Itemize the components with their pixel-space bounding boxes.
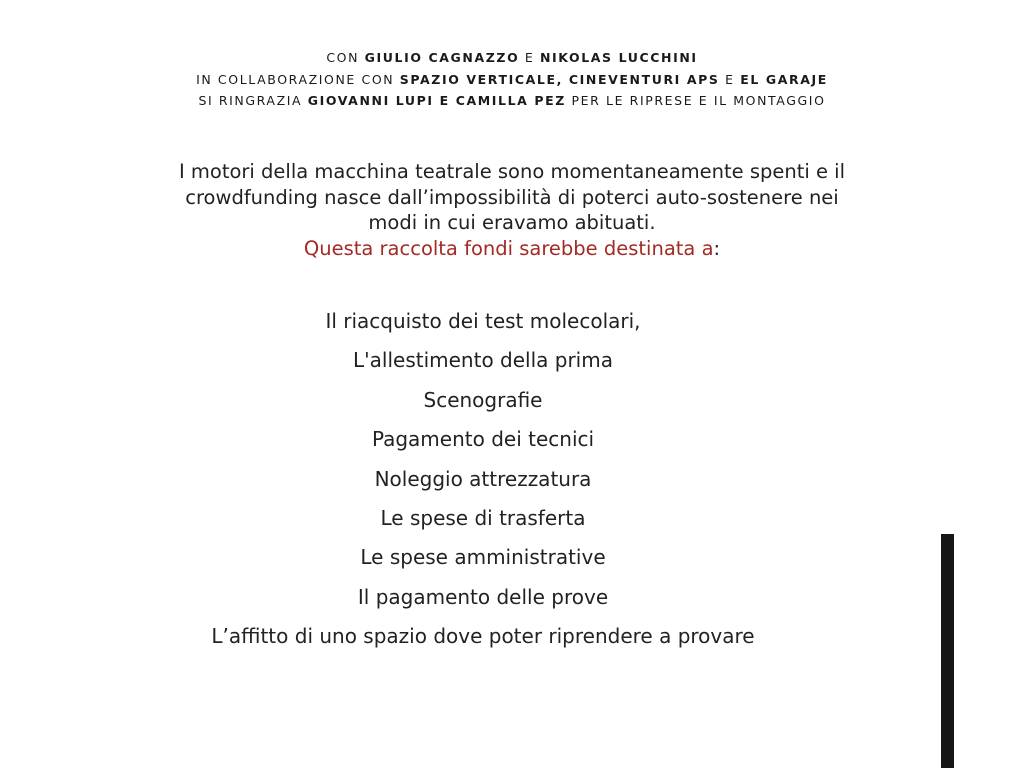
credits-text: IN COLLABORAZIONE CON bbox=[196, 71, 400, 87]
purpose-item: Il pagamento delle prove bbox=[357, 584, 609, 609]
intro-colon: : bbox=[713, 236, 721, 260]
credits-name: EL GARAJE bbox=[740, 71, 828, 87]
credits-line-thanks bbox=[0, 90, 1024, 112]
purpose-item: Le spese di trasferta bbox=[380, 505, 586, 530]
credits-name: GIOVANNI LUPI E CAMILLA PEZ bbox=[307, 93, 566, 108]
intro-line: crowdfunding nasce dall’impossibilità di poterci auto-sostenere nei bbox=[185, 185, 839, 209]
credits-line-cast bbox=[0, 47, 1024, 69]
purpose-item: Pagamento dei tecnici bbox=[371, 427, 595, 452]
purpose-item: L'allestimento della prima bbox=[353, 348, 613, 373]
credits-text: SI RINGRAZIA bbox=[198, 93, 308, 108]
purpose-item: Noleggio attrezzatura bbox=[374, 466, 592, 491]
credits-block bbox=[0, 47, 1024, 112]
credits-line-collaboration bbox=[0, 69, 1024, 91]
credits-text: PER LE RIPRESE E IL MONTAGGIO bbox=[565, 93, 826, 108]
credits-name: NIKOLAS LUCCHINI bbox=[539, 50, 698, 65]
purpose-item: L’affitto di uno spazio dove poter riprendere a provare bbox=[211, 624, 755, 649]
intro-highlight-text: Questa raccolta fondi sarebbe destinata a bbox=[303, 236, 714, 260]
credits-name: SPAZIO VERTICALE, CINEVENTURI APS bbox=[399, 71, 720, 87]
decorative-accent-bar bbox=[941, 534, 954, 768]
purpose-item: Il riacquisto dei test molecolari, bbox=[325, 309, 641, 333]
intro-paragraph bbox=[0, 159, 1024, 261]
credits-text: CON bbox=[326, 50, 365, 65]
intro-line: I motori della macchina teatrale sono momentaneamente spenti e il bbox=[178, 160, 846, 183]
credits-text: E bbox=[519, 50, 540, 65]
intro-line: modi in cui eravamo abituati. bbox=[368, 211, 656, 234]
credits-name: GIULIO CAGNAZZO bbox=[364, 50, 520, 65]
purpose-item: Scenografie bbox=[423, 387, 543, 412]
credits-text: E bbox=[719, 71, 741, 87]
purpose-item: Le spese amministrative bbox=[360, 545, 606, 570]
intro-highlight-line bbox=[0, 236, 1024, 262]
purposes-list bbox=[0, 302, 966, 657]
